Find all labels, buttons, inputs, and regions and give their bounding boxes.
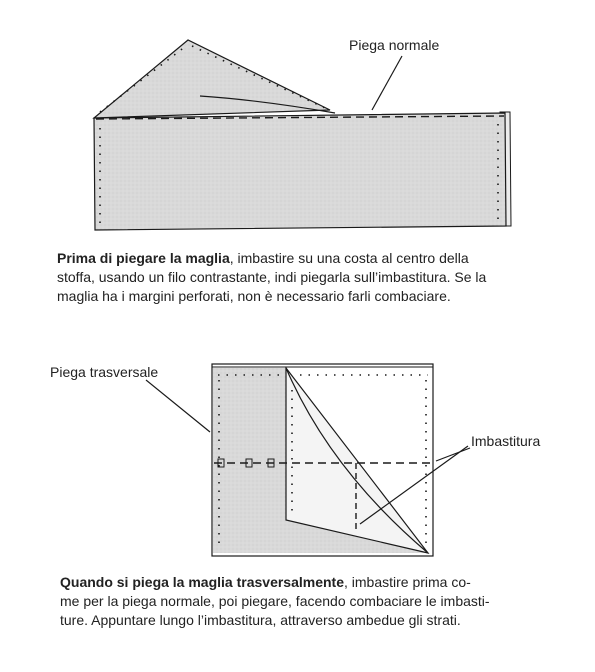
caption2-bold: Quando si piega la maglia trasversalmente: [60, 574, 344, 590]
label-piega-normale: Piega normale: [349, 37, 440, 53]
caption2-line2: me per la piega normale, poi piegare, facendo combaciare le imbasti-: [60, 593, 490, 609]
caption1-line2: stoffa, usando un filo contrastante, indi piegarla sull’imbastitura. Se la: [57, 269, 487, 285]
figure-normal-fold: [0, 0, 595, 240]
leader-imbastitura-2: [436, 448, 470, 461]
fabric-folded-body: [94, 113, 506, 230]
caption2-line3: ture. Appuntare lungo l’imbastitura, attraverso ambedue gli strati.: [60, 612, 461, 628]
caption1-line3: maglia ha i margini perforati, non è necessario farli combaciare.: [57, 288, 451, 304]
caption-figure1: [57, 249, 577, 306]
caption2-line1: , imbastire prima co-: [344, 574, 471, 590]
leader-piega-normale: [372, 56, 402, 110]
leader-piega-trasversale: [146, 380, 210, 432]
caption1-line1: , imbastire su una costa al centro della: [229, 250, 469, 266]
label-piega-trasversale: Piega trasversale: [50, 364, 159, 380]
caption1-bold: Prima di piegare la maglia: [57, 250, 230, 266]
label-imbastitura: Imbastitura: [471, 433, 541, 449]
caption-figure2: [60, 573, 580, 630]
